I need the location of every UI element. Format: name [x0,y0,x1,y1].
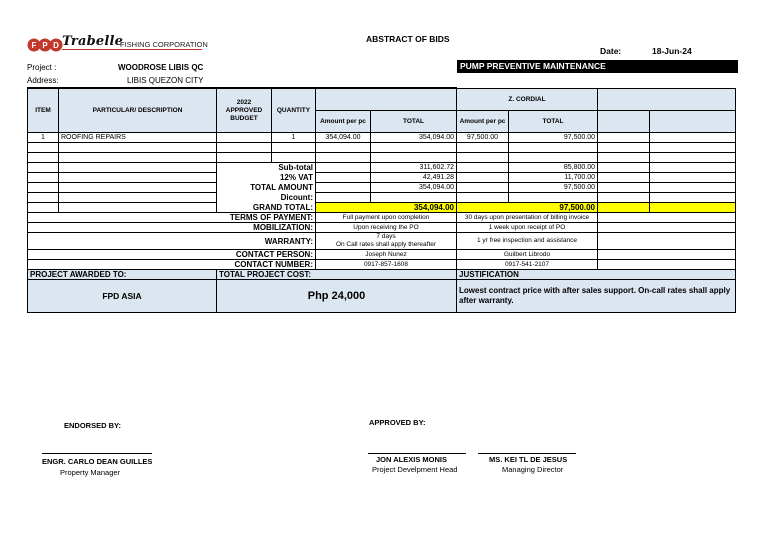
justification-label: JUSTIFICATION [457,270,736,280]
subtotal-row [28,163,736,173]
svg-text:F: F [31,41,37,50]
contact-number-bid: 0917-541-2107 [457,260,598,270]
svg-text:D: D [53,41,59,50]
total-amount-bid: 97,500.00 [509,183,598,193]
terms-value: Full payment upon completion [316,213,457,223]
row1-bid-total: 97,500.00 [509,133,598,143]
terms-label: TERMS OF PAYMENT: [28,213,316,223]
approved-label: APPROVED BY: [369,418,426,427]
bidder2-header: Z. CORDIAL [457,89,598,111]
col-budget-header: 2022 APPROVED BUDGET [217,89,272,133]
logo-corp-text: FISHING CORPORATION [120,40,208,49]
contact-number-value: 0917-857-1608 [316,260,457,270]
endorsed-label: ENDORSED BY: [64,421,121,430]
svg-text:P: P [42,41,48,50]
endorser-title: Property Manager [60,468,121,477]
logo-script-text: Trabelle [62,34,124,49]
warranty-value-line1: 7 days [376,233,396,240]
row1-particular: ROOFING REPAIRS [59,133,217,143]
subtotal-bid: 85,800.00 [509,163,598,173]
project-label: Project : [27,63,57,72]
document-title: ABSTRACT OF BIDS [366,34,450,44]
contact-person-row [28,250,736,260]
row1-quantity: 1 [272,133,316,143]
mobilization-row [28,223,736,233]
col-amount-pc-header-2: Amount per pc [457,111,509,133]
subtotal-label: Sub-total [278,163,313,173]
subtotal-value: 311,602.72 [371,163,457,173]
total-amount-row [28,183,736,193]
table-row [28,133,736,143]
contact-person-label: CONTACT PERSON: [28,250,316,260]
bidder1-header [316,89,457,111]
col-particular-header: PARTICULAR/ DESCRIPTION [59,89,217,133]
grand-total-row [28,203,736,213]
vat-row [28,173,736,183]
approver2-title: Managing Director [502,465,564,474]
discount-row [28,193,736,203]
address-label: Address: [27,76,59,85]
fpd-emblem-icon [27,33,63,57]
grand-total-value: 354,094.00 [316,203,457,213]
col-amount-pc-header: Amount per pc [316,111,371,133]
row1-total: 354,094.00 [371,133,457,143]
scope-banner: PUMP PREVENTIVE MAINTENANCE [457,60,738,73]
warranty-value [316,233,457,250]
award-header-row [28,270,736,280]
col-total-header: TOTAL [371,111,457,133]
warranty-bid: 1 yr free inspection and assistance [457,233,598,250]
justification-value: Lowest contract price with after sales support. On-call rates shall apply after warranty. [457,280,736,313]
award-value-row [28,280,736,313]
endorser-signature-line [42,453,152,454]
col-item-header: ITEM [28,89,59,133]
warranty-row [28,233,736,250]
terms-row [28,213,736,223]
total-cost-value: Php 24,000 [217,280,457,313]
grand-total-bid: 97,500.00 [457,203,598,213]
mobilization-label: MOBILIZATION: [28,223,316,233]
project-value: WOODROSE LIBIS QC [118,63,204,72]
total-amount-label: TOTAL AMOUNT [250,183,313,192]
approver2-name: MS. KEI TL DE JESUS [489,455,568,464]
contact-number-row [28,260,736,270]
approver2-signature-line [478,453,576,454]
row1-bid-amount-pc: 97,500.00 [457,133,509,143]
awarded-label: PROJECT AWARDED TO: [28,270,217,280]
row1-amount-pc: 354,094.00 [316,133,371,143]
contact-person-value: Joseph Nunez [316,250,457,260]
bids-table [27,88,736,313]
contact-person-bid: Guilbert Librodo [457,250,598,260]
address-value: LIBIS QUEZON CITY [127,76,204,85]
approver1-signature-line [368,453,466,454]
bidder3-header [598,89,736,111]
date-value: 18-Jun-24 [652,46,692,56]
mobilization-bid: 1 week upon receipt of PO [457,223,598,233]
table-row [28,143,736,153]
approver1-title: Project Develpment Head [372,465,458,474]
vat-bid: 11,700.00 [509,173,598,183]
col-quantity-header: QUANTITY [272,89,316,133]
grand-total-label: GRAND TOTAL: [252,202,313,212]
date-label: Date: [600,46,622,56]
vat-label: 12% VAT [279,173,313,182]
terms-bid: 30 days upon presentation of billing invoice [457,213,598,223]
warranty-value-line2: On Call rates shall apply thereafter [335,241,437,248]
contact-number-label: CONTACT NUMBER: [28,260,316,270]
row1-item: 1 [28,133,59,143]
table-row [28,153,736,163]
approver1-name: JON ALEXIS MONIS [376,455,447,464]
col-total-header-2: TOTAL [509,111,598,133]
discount-label: Dicount: [280,193,313,202]
mobilization-value: Upon receiving the PO [316,223,457,233]
awarded-value: FPD ASIA [28,280,217,313]
logo-underline [62,49,202,50]
vat-value: 42,491.28 [371,173,457,183]
endorser-name: ENGR. CARLO DEAN GUILLES [42,457,153,466]
warranty-label: WARRANTY: [28,233,316,250]
total-amount-value: 354,094.00 [371,183,457,193]
total-cost-label: TOTAL PROJECT COST: [217,270,457,280]
